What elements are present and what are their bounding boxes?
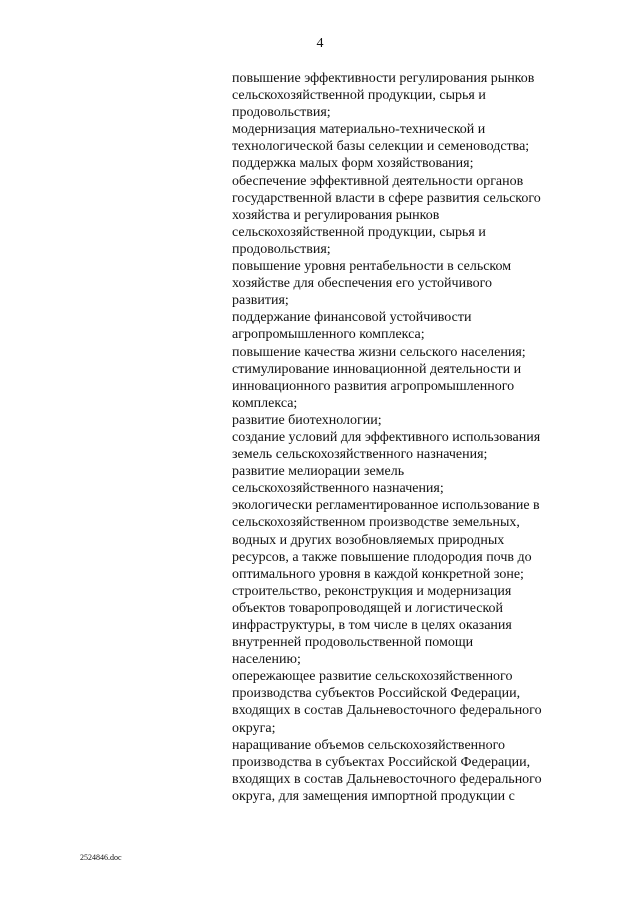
text-line: входящих в состав Дальневосточного федерального — [232, 771, 542, 787]
document-filename: 2524846.doc — [80, 853, 122, 862]
text-line: государственной власти в сфере развития сельского — [232, 190, 541, 206]
text-line: стимулирование инновационной деятельности и — [232, 361, 522, 377]
text-line: сельскохозяйственного назначения; — [232, 481, 444, 497]
text-line: технологической базы селекции и семеноводства; — [232, 139, 530, 155]
text-line: хозяйстве для обеспечения его устойчивого — [232, 276, 492, 292]
text-line: водных и других возобновляемых природных — [232, 532, 505, 548]
text-line: поддержка малых форм хозяйствования; — [232, 156, 474, 172]
text-line: инновационного развития агропромышленного — [232, 378, 515, 394]
text-line: строительство, реконструкция и модернизация — [232, 583, 512, 599]
text-line: создание условий для эффективного использования — [232, 429, 541, 445]
text-line: повышение уровня рентабельности в сельском — [232, 259, 512, 275]
text-line: производства в субъектах Российской Федерации, — [232, 754, 531, 770]
text-line: комплекса; — [232, 395, 298, 411]
text-line: округа; — [232, 720, 276, 736]
page-number: 4 — [316, 36, 324, 51]
text-line: объектов товаропроводящей и логистической — [232, 600, 504, 616]
text-line: инфраструктуры, в том числе в целях оказания — [232, 618, 512, 633]
text-line: агропромышленного комплекса; — [232, 327, 425, 343]
text-line: внутренней продовольственной помощи — [232, 635, 474, 651]
text-line: развития; — [232, 293, 289, 309]
text-line: сельскохозяйственной продукции, сырья и — [232, 88, 486, 104]
text-line: наращивание объемов сельскохозяйственного — [232, 737, 506, 753]
text-line: населению; — [232, 652, 301, 668]
text-line: ресурсов, а также повышение плодородия почв до — [232, 549, 532, 565]
text-line: продовольствия; — [232, 105, 331, 121]
text-line: развитие биотехнологии; — [232, 412, 382, 428]
text-line: сельскохозяйственном производстве земельных, — [232, 515, 520, 531]
text-line: модернизация материально-технической и — [232, 122, 486, 138]
text-line: повышение качества жизни сельского населения; — [232, 344, 526, 360]
text-line: поддержание финансовой устойчивости — [232, 310, 472, 326]
text-line: сельскохозяйственной продукции, сырья и — [232, 224, 486, 240]
text-line: повышение эффективности регулирования рынков — [232, 71, 535, 86]
text-line: оптимального уровня в каждой конкретной зоне; — [232, 566, 524, 582]
text-line: продовольствия; — [232, 241, 331, 257]
text-line: земель сельскохозяйственного назначения; — [232, 447, 488, 463]
text-line: опережающее развитие сельскохозяйственного — [232, 669, 513, 685]
text-line: входящих в состав Дальневосточного федерального — [232, 703, 542, 719]
text-line: обеспечение эффективной деятельности органов — [232, 173, 524, 189]
text-line: развитие мелиорации земель — [232, 464, 405, 480]
text-line: экологически регламентированное использование в — [232, 498, 540, 514]
document-body — [232, 70, 572, 805]
text-line: производства субъектов Российской Федерации, — [232, 686, 521, 702]
text-line: хозяйства и регулирования рынков — [232, 207, 440, 223]
text-line: округа, для замещения импортной продукции с — [232, 788, 515, 804]
